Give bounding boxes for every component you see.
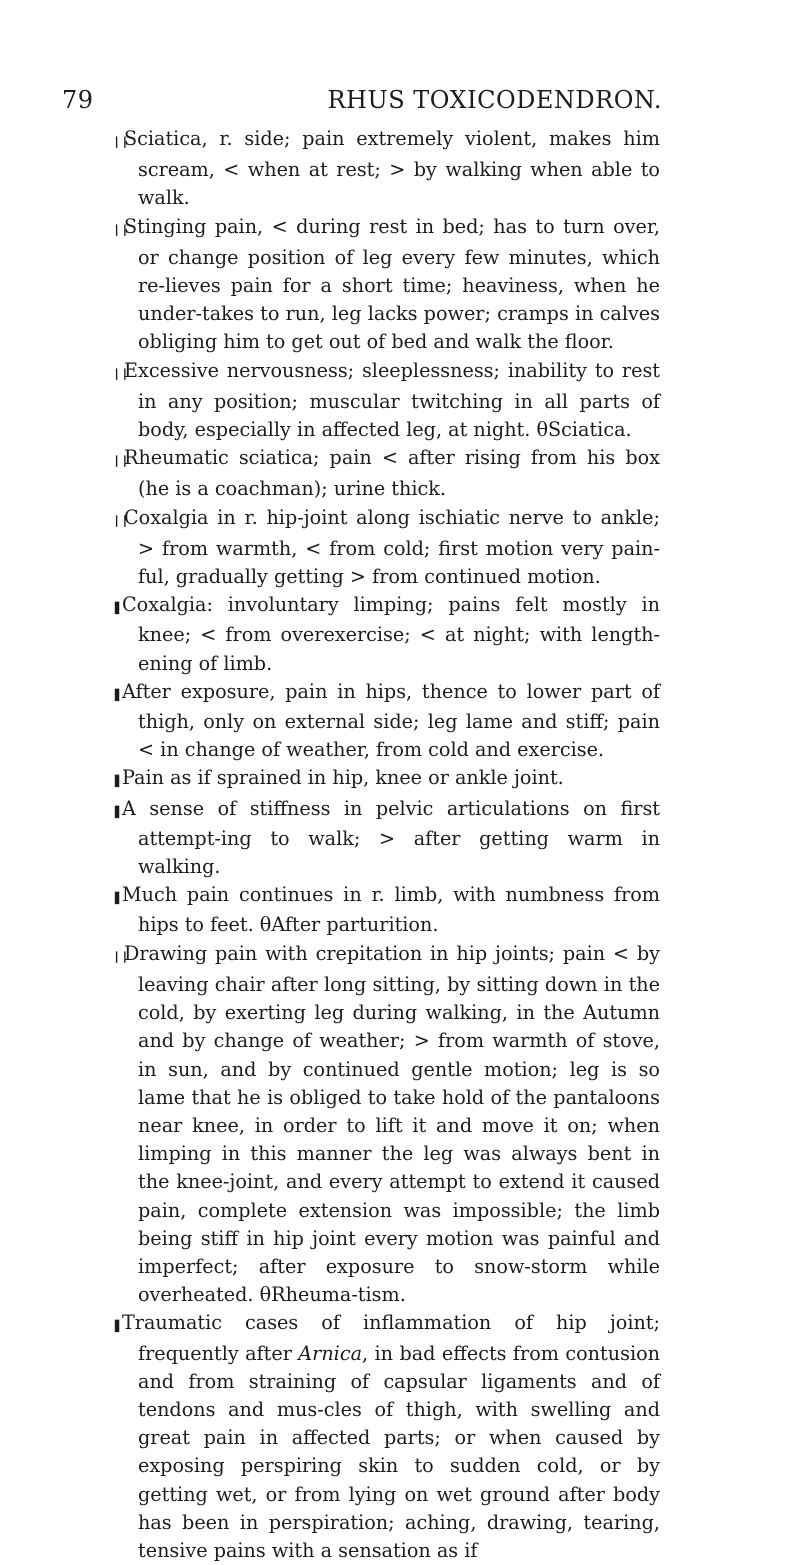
entry-after-exposure: [112, 678, 660, 765]
entry-sciatica-right-side: [112, 125, 660, 213]
symptom-entries: [112, 125, 660, 1565]
single-bar-mark-icon: [112, 678, 122, 708]
double-bar-mark-icon: [112, 940, 124, 971]
entry-stinging-pain: [112, 213, 660, 357]
entry-text-before: Traumatic cases of inflammation of hip joint; frequently after: [122, 1311, 660, 1365]
entry-text: A sense of stiffness in pelvic articulations on first attempt-ing to walk; > after getting warm in walking.: [122, 796, 660, 879]
entry-text: Rheumatic sciatica; pain < after rising from his box (he is a coachman); urine thick.: [124, 446, 660, 501]
entry-text: Pain as if sprained in hip, knee or ankle joint.: [122, 766, 564, 790]
single-bar-mark-icon: [112, 1309, 122, 1339]
double-bar-mark-icon: [112, 357, 124, 388]
entry-rheumatic-sciatica: [112, 444, 660, 503]
entry-text: Coxalgia in r. hip-joint along ischiatic nerve to ankle; > from warmth, < from cold; first motion very pain-ful, gradually getting > from continued motion.: [124, 505, 660, 589]
double-bar-mark-icon: [112, 444, 124, 475]
entry-drawing-pain-crepitation: [112, 940, 660, 1310]
entry-text: Drawing pain with crepitation in hip joints; pain < by leaving chair after long sitting, by sitting down in the cold, by exerting leg during walking, in the Autumn and by change of weather; > from warmth of stove, in sun, and by continued gentle motion; leg is so lame that he is obliged to take hold of the pantaloons near knee, in order to lift it and move it on; when limping in this manner the leg was always bent in the knee-joint, and every attempt to extend it caused pain, complete extension was impossible; the limb being stiff in hip joint every motion was painful and imperfect; after exposure to snow-storm while overheated. θRheuma-tism.: [124, 941, 660, 1307]
single-bar-mark-icon: [112, 881, 122, 911]
entry-coxalgia-limping: [112, 591, 660, 678]
entry-text-after: , in bad effects from contusion and from straining of capsular ligaments and of tendons and mus-cles of thigh, with swelling and great pain in affected parts; or when caused by exposing perspiring skin to sudden cold, or by getting wet, or from lying on wet ground after body has been in perspiration; aching, drawing, tearing, tensive pains with a sensation as if: [138, 1341, 660, 1562]
entry-text: Stinging pain, < during rest in bed; has to turn over, or change position of leg every few minutes, which re-lieves pain for a short time; heaviness, when he under-takes to run, leg lacks power; cramps in calves obliging him to get out of bed and walk the floor.: [124, 214, 660, 354]
single-bar-mark-icon: [112, 764, 122, 794]
entry-text: After exposure, pain in hips, thence to lower part of thigh, only on external side; leg lame and stiff; pain < in change of weather, from cold and exercise.: [122, 679, 660, 762]
double-bar-mark-icon: [112, 213, 124, 244]
single-bar-mark-icon: [112, 795, 122, 825]
single-bar-mark-icon: [112, 591, 122, 621]
page-number: 79: [62, 86, 94, 114]
entry-excessive-nervousness: [112, 357, 660, 445]
entry-coxalgia-hip-joint: [112, 504, 660, 592]
entry-pelvic-stiffness: [112, 795, 660, 882]
double-bar-mark-icon: [112, 125, 124, 156]
entry-text: Coxalgia: involuntary limping; pains felt mostly in knee; < from overexercise; < at night; with length-ening of limb.: [122, 593, 660, 675]
entry-limb-numbness: [112, 881, 660, 939]
page-header: [62, 86, 662, 116]
entry-text: Much pain continues in r. limb, with numbness from hips to feet. θAfter parturition.: [122, 883, 660, 937]
running-title: RHUS TOXICODENDRON.: [327, 86, 662, 114]
entry-traumatic-inflammation: [112, 1309, 660, 1565]
double-bar-mark-icon: [112, 504, 124, 535]
entry-text: Excessive nervousness; sleeplessness; inability to rest in any position; muscular twitching in all parts of body, especially in affected leg, at night. θSciatica.: [124, 358, 660, 442]
entry-text: Sciatica, r. side; pain extremely violent, makes him scream, < when at rest; > by walking when able to walk.: [124, 127, 660, 210]
remedy-name: Arnica: [298, 1341, 363, 1365]
entry-sprained-pain: [112, 764, 660, 794]
